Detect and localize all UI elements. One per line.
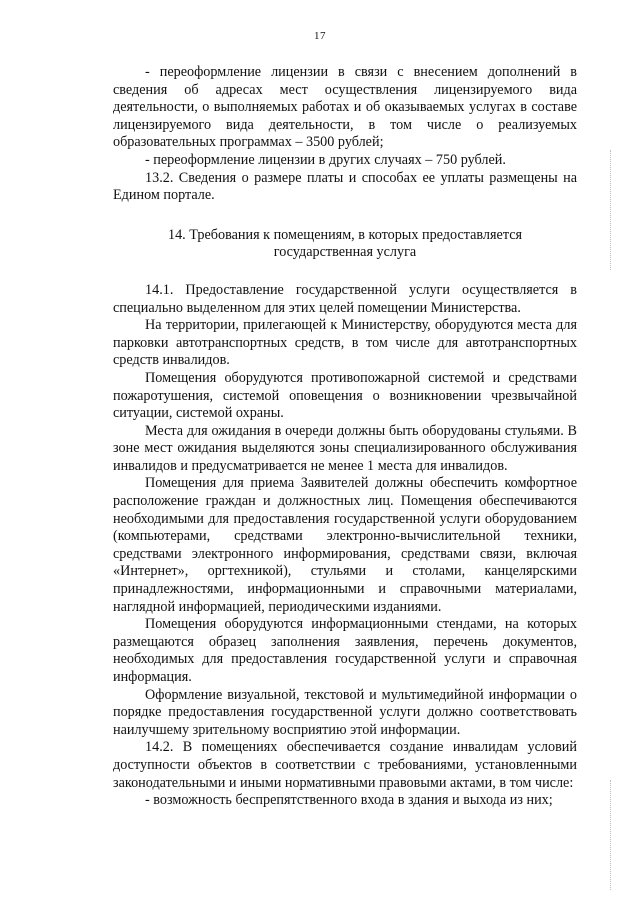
- scan-margin-artifact: [610, 150, 612, 270]
- paragraph: Помещения для приема Заявителей должны обеспечить комфортное расположение граждан и должностных лиц. Помещения обеспечиваются необходимыми для предоставления государственной услуги оборудованием (компьютерами, средствами электронно-вычислительной техники, средствами электронного информирования, средствами связи, включая «Интернет», оргтехникой), стульями и столами, канцелярскими принадлежностями, информационными и справочными материалами, наглядной информацией, периодическими изданиями.: [113, 475, 577, 615]
- paragraph: 13.2. Сведения о размере платы и способах ее уплаты размещены на Едином портале.: [113, 169, 577, 204]
- paragraph: 14.1. Предоставление государственной услуги осуществляется в специально выделенном для этих целей помещении Министерства.: [113, 281, 577, 316]
- paragraph: Помещения оборудуются информационными стендами, на которых размещаются образец заполнения заявления, перечень документов, необходимых для предоставления государственной услуги и справочная информация.: [113, 616, 577, 685]
- paragraph: 14.2. В помещениях обеспечивается создание инвалидам условий доступности объектов в соответствии с требованиями, установленными законодательными и иными нормативными правовыми актами, в том числе:: [113, 739, 577, 791]
- page-number: 17: [314, 30, 326, 42]
- section-heading-line: государственная услуга: [273, 244, 417, 261]
- paragraph: На территории, прилегающей к Министерству, оборудуются места для парковки автотранспортных средств, в том числе для автотранспортных средств инвалидов.: [113, 317, 577, 369]
- document-body: [113, 64, 577, 810]
- section-heading-line: 14. Требования к помещениям, в которых предоставляется: [167, 226, 523, 243]
- paragraph: Помещения оборудуются противопожарной системой и средствами пожаротушения, системой оповещения о возникновении чрезвычайной ситуации, системой охраны.: [113, 369, 577, 422]
- section-heading: [113, 227, 577, 262]
- scan-margin-artifact: [610, 780, 612, 890]
- paragraph: Места для ожидания в очереди должны быть оборудованы стульями. В зоне мест ожидания выделяются зоны специализированного обслуживания инвалидов и предусматривается не менее 1 места для инвалидов.: [113, 422, 577, 474]
- paragraph: - переоформление лицензии в связи с внесением дополнений в сведения об адресах мест осуществления лицензируемого вида деятельности, о выполняемых работах и об оказываемых услугах в составе лицензируемого вида деятельности, в том числе о реализуемых образовательных программах – 3500 рублей;: [113, 64, 577, 151]
- paragraph: - переоформление лицензии в других случаях – 750 рублей.: [145, 151, 506, 168]
- paragraph: - возможность беспрепятственного входа в здания и выхода из них;: [145, 792, 553, 809]
- paragraph: Оформление визуальной, текстовой и мультимедийной информации о порядке предоставления государственной услуги должно соответствовать наилучшему зрительному восприятию этой информации.: [113, 686, 577, 738]
